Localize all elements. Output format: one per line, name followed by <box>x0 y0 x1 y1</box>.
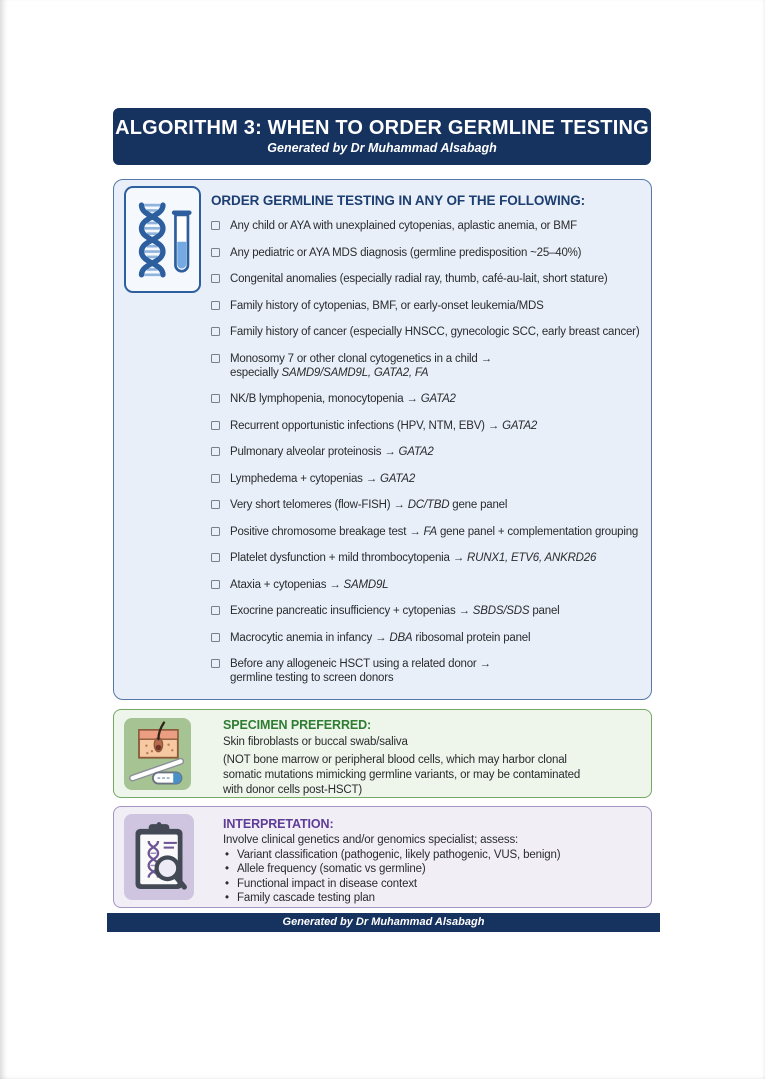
interpretation-body <box>223 817 647 906</box>
checklist-item-text: Family history of cancer (especially HNSCC, gynecologic SCC, early breast cancer) <box>230 326 640 338</box>
checklist-item <box>211 272 645 286</box>
checklist-item <box>211 325 645 339</box>
checkbox-icon <box>211 606 220 615</box>
footer-text: Generated by Dr Muhammad Alsabagh <box>282 916 485 928</box>
checkbox-icon <box>211 580 220 589</box>
checklist-item <box>211 419 645 433</box>
checklist-item-text: Recurrent opportunistic infections (HPV, NTM, EBV) → GATA2 <box>230 419 538 432</box>
checklist-items <box>211 219 645 685</box>
checkbox-icon <box>211 421 220 430</box>
clipboard-magnifier-graphic <box>128 819 190 895</box>
checklist-item <box>211 445 645 459</box>
checkbox-icon <box>211 633 220 642</box>
checkbox-icon <box>211 394 220 403</box>
checkbox-icon <box>211 221 220 230</box>
checklist-item-text: Platelet dysfunction + mild thrombocytopenia → RUNX1, ETV6, ANKRD26 <box>230 552 597 564</box>
checkbox-icon <box>211 327 220 336</box>
checkbox-icon <box>211 274 220 283</box>
specimen-note: (NOT bone marrow or peripheral blood cells, which may harbor clonal somatic mutations mimicking germline variants, or may be contaminated with donor cells post-HSCT) <box>223 754 581 796</box>
checklist-item-text: Macrocytic anemia in infancy → DBA ribosomal protein panel <box>230 631 531 644</box>
bullet-icon: • <box>225 863 229 876</box>
checkbox-icon <box>211 659 220 668</box>
interpretation-intro: Involve clinical genetics and/or genomics specialist; assess: <box>223 834 519 846</box>
specimen-panel <box>113 709 652 798</box>
checklist-panel <box>113 179 652 700</box>
checklist-title: ORDER GERMLINE TESTING IN ANY OF THE FOLLOWING: <box>211 193 586 208</box>
checklist-item-text: Lymphedema + cytopenias → GATA2 <box>230 472 416 485</box>
checklist-item-text: Any pediatric or AYA MDS diagnosis (germline predisposition ~25–40%) <box>230 246 582 259</box>
checklist-item <box>211 578 645 592</box>
checklist-item-text: Ataxia + cytopenias → SAMD9L <box>230 578 389 591</box>
interpretation-bullet: • Family cascade testing plan <box>223 891 647 905</box>
checklist-item-text: Family history of cytopenias, BMF, or early-onset leukemia/MDS <box>230 299 544 312</box>
interpretation-bullet: • Functional impact in disease context <box>223 877 647 891</box>
checklist-item <box>211 604 645 618</box>
bullet-icon: • <box>225 877 229 890</box>
checklist-item-text: Monosomy 7 or other clonal cytogenetics in a child → especially SAMD9/SAMD9L, GATA2, FA <box>230 352 492 379</box>
checkbox-icon <box>211 527 220 536</box>
checklist-item <box>211 657 645 685</box>
header-subtitle: Generated by Dr Muhammad Alsabagh <box>267 141 497 155</box>
bullet-icon: • <box>225 892 229 905</box>
skin-swab-icon <box>124 718 191 790</box>
header-banner <box>113 108 651 165</box>
checklist-item <box>211 299 645 313</box>
dna-testtube-icon <box>124 186 201 293</box>
bullet-icon: • <box>225 849 229 861</box>
interpretation-title: INTERPRETATION: <box>223 817 334 831</box>
checklist-item <box>211 631 645 645</box>
checklist-body <box>211 193 645 698</box>
checkbox-icon <box>211 354 220 363</box>
checklist-item-text: Pulmonary alveolar proteinosis → GATA2 <box>230 446 434 458</box>
footer-bar <box>107 913 660 932</box>
checklist-item-text: Before any allogeneic HSCT using a related donor → germline testing to screen donors <box>230 658 491 684</box>
checkbox-icon <box>211 447 220 456</box>
checklist-item-text: Positive chromosome breakage test → FA gene panel + complementation grouping <box>230 525 639 538</box>
checkbox-icon <box>211 500 220 509</box>
specimen-title: SPECIMEN PREFERRED: <box>223 718 372 732</box>
checklist-item <box>211 551 645 565</box>
checkbox-icon <box>211 301 220 310</box>
checklist-item <box>211 392 645 406</box>
skin-swab-graphic <box>127 721 188 787</box>
checklist-item-text: Congenital anomalies (especially radial ray, thumb, café-au-lait, short stature) <box>230 273 608 285</box>
checklist-item <box>211 352 645 380</box>
checkbox-icon <box>211 248 220 257</box>
checkbox-icon <box>211 474 220 483</box>
checkbox-icon <box>211 553 220 562</box>
checklist-item <box>211 472 645 486</box>
interpretation-panel <box>113 806 652 908</box>
checklist-item <box>211 525 645 539</box>
checklist-item <box>211 498 645 512</box>
interpretation-bullet: • Variant classification (pathogenic, likely pathogenic, VUS, benign) <box>223 848 647 862</box>
checklist-item <box>211 246 645 260</box>
checklist-item <box>211 219 645 233</box>
checklist-item-text: Any child or AYA with unexplained cytopenias, aplastic anemia, or BMF <box>230 220 577 232</box>
specimen-body <box>223 718 643 798</box>
page-title: ALGORITHM 3: WHEN TO ORDER GERMLINE TESTING <box>115 117 649 139</box>
checklist-item-text: Exocrine pancreatic insufficiency + cytopenias → SBDS/SDS panel <box>230 605 560 617</box>
interpretation-bullets <box>223 848 647 906</box>
checklist-item-text: NK/B lymphopenia, monocytopenia → GATA2 <box>230 393 456 405</box>
clipboard-magnifier-icon <box>124 814 194 900</box>
checklist-item-text: Very short telomeres (flow-FISH) → DC/TBD gene panel <box>230 499 508 511</box>
interpretation-bullet: • Allele frequency (somatic vs germline) <box>223 862 647 876</box>
specimen-line1: Skin fibroblasts or buccal swab/saliva <box>223 736 408 748</box>
dna-testtube-graphic <box>129 191 196 288</box>
